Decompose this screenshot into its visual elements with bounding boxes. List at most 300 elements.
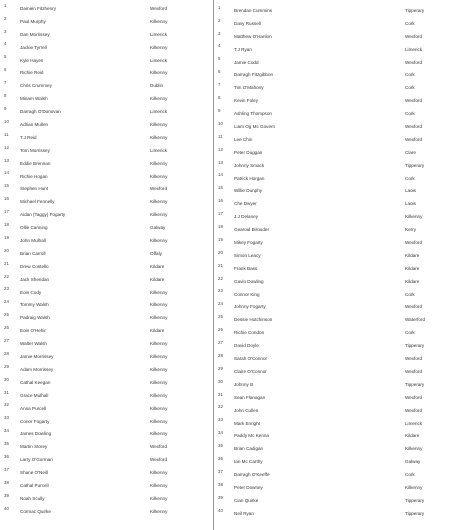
- row-name: Adam Morrissey: [20, 366, 54, 372]
- list-row: [214, 211, 456, 224]
- row-name: Drew Costello: [20, 263, 49, 269]
- row-name: John Cullen: [234, 407, 259, 413]
- row-name: Shane O'Neill: [20, 470, 48, 476]
- row-num: 37: [218, 468, 223, 474]
- row-num: 3: [4, 28, 7, 34]
- list-row: [0, 248, 213, 261]
- row-num: 14: [4, 170, 9, 176]
- row-name: Matthew O'Hanlon: [234, 33, 272, 39]
- row-name: Paddy Mc Kenna: [234, 433, 269, 439]
- row-num: 34: [4, 428, 9, 434]
- list-row: [214, 44, 456, 57]
- left-rows: [0, 3, 213, 519]
- row-num: 21: [218, 262, 223, 268]
- row-name: Michael Fennelly: [20, 199, 55, 205]
- list-row: [214, 340, 456, 353]
- list-row: [0, 209, 213, 222]
- row-county: Kildare: [150, 276, 165, 282]
- list-row: [0, 428, 213, 441]
- row-name: Brendan Cummins: [234, 8, 273, 13]
- row-county: Kilkenny: [150, 379, 168, 385]
- row-name: Cormac Quirke: [20, 508, 51, 514]
- row-name: James Dowling: [20, 431, 52, 437]
- row-name: Darragh O'Donovan: [20, 109, 61, 115]
- row-name: Eoin O'Hehir: [20, 328, 46, 334]
- row-name: Johnny B: [234, 381, 254, 387]
- list-row: [0, 29, 213, 42]
- row-name: Grace Mulhall: [20, 392, 49, 398]
- row-name: Willie Dunphy: [234, 188, 263, 194]
- row-county: Kildare: [405, 252, 420, 258]
- row-county: Cork: [405, 330, 415, 336]
- row-name: Dan Morrissey: [20, 31, 50, 37]
- row-name: Richie Reid: [20, 70, 44, 76]
- row-name: Gavin Dowling: [234, 278, 264, 284]
- row-name: Padraig Walsh: [20, 315, 50, 321]
- list-row: [0, 390, 213, 403]
- row-county: Kilkenny: [150, 173, 168, 179]
- row-num: 36: [4, 453, 9, 459]
- list-row: [0, 183, 213, 196]
- list-row: [0, 196, 213, 209]
- row-num: 3: [218, 30, 221, 36]
- row-num: 23: [4, 286, 9, 292]
- list-row: [214, 301, 456, 314]
- row-num: 39: [218, 494, 223, 500]
- row-num: 32: [218, 404, 223, 410]
- row-county: Kilkenny: [150, 96, 168, 102]
- row-county: Kildare: [405, 265, 420, 271]
- row-name: Ollie Canning: [20, 225, 48, 231]
- row-county: Wexford: [405, 136, 423, 142]
- row-num: 12: [4, 144, 9, 150]
- row-name: Darragh O'Keeffe: [234, 472, 270, 478]
- row-county: Clare: [405, 149, 416, 155]
- row-num: 30: [4, 376, 9, 382]
- row-county: Kilkenny: [150, 289, 168, 295]
- row-num: 15: [218, 185, 223, 191]
- list-row: [214, 456, 456, 469]
- list-row: [0, 299, 213, 312]
- list-row: [214, 430, 456, 443]
- row-name: Noah Scully: [20, 495, 45, 501]
- row-num: 22: [218, 275, 223, 281]
- list-row: [0, 67, 213, 80]
- row-county: Wexford: [405, 124, 423, 130]
- row-name: Eoin Cody: [20, 289, 42, 295]
- row-county: Waterford: [405, 317, 425, 323]
- row-num: 30: [218, 378, 223, 384]
- row-name: Eddie Brennan: [20, 160, 51, 166]
- row-num: 32: [4, 402, 9, 408]
- row-num: 9: [4, 105, 7, 111]
- list-row: [214, 173, 456, 186]
- row-county: Tipperary: [405, 162, 425, 168]
- row-num: 28: [218, 352, 223, 358]
- list-row: [214, 405, 456, 418]
- list-row: [214, 160, 456, 173]
- list-row: [0, 145, 213, 158]
- list-row: [214, 57, 456, 70]
- row-num: 20: [4, 247, 9, 253]
- row-county: Wexford: [150, 444, 168, 450]
- row-num: 24: [218, 301, 223, 307]
- row-name: Cian Quirke: [234, 497, 259, 503]
- row-num: 13: [218, 159, 223, 165]
- row-county: Kilkenny: [150, 482, 168, 488]
- list-row: [0, 312, 213, 325]
- row-num: 25: [218, 314, 223, 320]
- list-row: [0, 16, 213, 29]
- row-name: Sarah O'Connor: [234, 356, 268, 362]
- row-num: 35: [4, 441, 9, 447]
- row-county: Limerick: [405, 46, 423, 52]
- row-name: Chris Crummey: [20, 83, 52, 89]
- row-county: Wexford: [405, 59, 423, 65]
- row-county: Kerry: [405, 227, 416, 233]
- row-num: 38: [218, 481, 223, 487]
- row-county: Kilkenny: [150, 18, 168, 24]
- list-row: [0, 171, 213, 184]
- list-row: [214, 5, 456, 18]
- row-county: Tipperary: [405, 381, 425, 387]
- row-name: Brian Carroll: [20, 250, 46, 256]
- row-county: Limerick: [150, 57, 168, 63]
- list-row: [214, 134, 456, 147]
- row-name: Peter Duggan: [234, 149, 263, 155]
- row-num: 18: [4, 221, 9, 227]
- list-row: [0, 235, 213, 248]
- row-num: 10: [4, 118, 9, 124]
- row-name: Gearoid Birouder: [234, 227, 269, 233]
- list-row: [0, 377, 213, 390]
- row-county: Kilkenny: [150, 508, 168, 514]
- list-row: [0, 106, 213, 119]
- row-num: 23: [218, 288, 223, 294]
- row-name: Johnny Fogarty: [234, 304, 266, 310]
- row-num: 17: [218, 211, 223, 217]
- row-county: Kilkenny: [150, 44, 168, 50]
- right-rows: [214, 5, 456, 521]
- list-row: [214, 185, 456, 198]
- list-row: [0, 287, 213, 300]
- row-county: Kilkenny: [405, 446, 423, 452]
- row-county: Kildare: [150, 328, 165, 334]
- row-num: 7: [218, 82, 221, 88]
- row-num: 13: [4, 157, 9, 163]
- list-row: [214, 18, 456, 31]
- row-num: 33: [4, 415, 9, 421]
- list-row: [214, 108, 456, 121]
- row-num: 9: [218, 107, 221, 113]
- row-num: 8: [218, 95, 221, 101]
- row-name: Jack Sheridan: [20, 276, 50, 282]
- row-num: 26: [218, 327, 223, 333]
- row-county: Kilkenny: [150, 470, 168, 476]
- list-row: [214, 353, 456, 366]
- row-county: Tipperary: [405, 8, 425, 13]
- row-county: Kilkenny: [150, 495, 168, 501]
- row-name: Anna Purcell: [20, 405, 47, 411]
- row-county: Wexford: [150, 186, 168, 192]
- row-name: Paul Murphy: [20, 18, 46, 24]
- list-row: [0, 55, 213, 68]
- row-county: Wexford: [405, 33, 423, 39]
- list-row: [214, 314, 456, 327]
- list-row: [0, 403, 213, 416]
- row-name: Cathal Keegan: [20, 379, 51, 385]
- row-num: 38: [4, 479, 9, 485]
- list-row: [0, 158, 213, 171]
- row-name: Neil Ryan: [234, 510, 254, 516]
- row-name: Cathal Purcell: [20, 482, 49, 488]
- row-name: Walter Walsh: [20, 341, 47, 347]
- list-row: [214, 392, 456, 405]
- list-row: [214, 250, 456, 263]
- row-county: Cork: [405, 111, 415, 117]
- row-num: 27: [218, 339, 223, 345]
- row-name: Davy Russell: [234, 20, 261, 26]
- list-row: [0, 274, 213, 287]
- row-num: 19: [4, 234, 9, 240]
- row-num: 14: [218, 172, 223, 178]
- row-num: 27: [4, 337, 9, 343]
- row-num: 37: [4, 466, 9, 472]
- row-name: Richie Hogan: [20, 173, 48, 179]
- row-num: 12: [218, 146, 223, 152]
- row-county: Laois: [405, 201, 416, 207]
- row-num: 35: [218, 443, 223, 449]
- list-row: [0, 80, 213, 93]
- list-row: [214, 276, 456, 289]
- row-num: 19: [218, 236, 223, 242]
- row-county: Kilkenny: [150, 392, 168, 398]
- row-county: Kilkenny: [150, 302, 168, 308]
- list-row: [214, 508, 456, 521]
- list-row: [0, 261, 213, 274]
- row-county: Wexford: [405, 407, 423, 413]
- row-county: Kilkenny: [150, 354, 168, 360]
- row-name: Claire O'Connor: [234, 368, 267, 374]
- list-row: [0, 454, 213, 467]
- row-num: 22: [4, 273, 9, 279]
- row-county: Tipperary: [405, 343, 425, 349]
- row-num: 28: [4, 350, 9, 356]
- row-name: Tommy Walsh: [20, 302, 49, 308]
- row-name: Mark Enright: [234, 420, 261, 426]
- row-county: Kilkenny: [405, 214, 423, 220]
- row-county: Wexford: [405, 240, 423, 246]
- row-name: Martin Storey: [20, 444, 48, 450]
- row-county: Limerick: [150, 31, 168, 37]
- row-num: 4: [4, 41, 7, 47]
- row-name: Jackie Tyrrell: [20, 44, 47, 50]
- list-row: [214, 289, 456, 302]
- row-num: 18: [218, 223, 223, 229]
- row-county: Cork: [405, 85, 415, 91]
- list-row: [0, 506, 213, 519]
- list-row: [0, 42, 213, 55]
- row-name: Adrian Mullen: [20, 122, 49, 128]
- row-num: 29: [218, 365, 223, 371]
- row-county: Cork: [405, 291, 415, 297]
- list-row: [214, 366, 456, 379]
- row-county: Limerick: [405, 420, 423, 426]
- list-row: [214, 95, 456, 108]
- list-row: [214, 121, 456, 134]
- row-name: Frank Bass: [234, 265, 258, 271]
- row-num: 25: [4, 312, 9, 318]
- row-county: Wexford: [150, 6, 168, 11]
- row-county: Cork: [405, 472, 415, 478]
- row-num: 39: [4, 492, 9, 498]
- list-row: [214, 263, 456, 276]
- row-name: Dessie Hutchinson: [234, 317, 273, 323]
- row-num: 11: [218, 133, 223, 139]
- row-num: 11: [4, 131, 9, 137]
- row-name: Brian Cadigan: [234, 446, 264, 452]
- row-num: 5: [218, 56, 221, 62]
- list-row: [214, 418, 456, 431]
- list-row: [0, 325, 213, 338]
- row-county: Kilkenny: [150, 341, 168, 347]
- row-name: Che Dwyer: [234, 201, 257, 207]
- row-name: Sean Flanagan: [234, 394, 266, 400]
- row-name: Darragh Fitzgibbon: [234, 72, 274, 78]
- row-name: Damien Fitzhenry: [20, 6, 56, 11]
- row-name: Tim O'Mahony: [234, 85, 264, 91]
- row-num: 26: [4, 325, 9, 331]
- row-num: 34: [218, 430, 223, 436]
- row-county: Kilkenny: [150, 199, 168, 205]
- row-county: Kildare: [405, 433, 420, 439]
- row-county: Kilkenny: [150, 134, 168, 140]
- row-name: Peter Downey: [234, 484, 263, 490]
- row-county: Wexford: [405, 368, 423, 374]
- row-county: Galway: [405, 459, 421, 465]
- list-row: [0, 493, 213, 506]
- list-row: [0, 132, 213, 145]
- row-name: T.J Reid: [20, 134, 37, 140]
- row-county: Offaly: [150, 250, 162, 256]
- row-county: Wexford: [405, 356, 423, 362]
- row-county: Tipperary: [405, 497, 425, 503]
- row-num: 1: [4, 2, 7, 8]
- row-num: 33: [218, 417, 223, 423]
- list-row: [214, 495, 456, 508]
- row-name: Connor King: [234, 291, 260, 297]
- row-name: Liam Og Mc Govern: [234, 124, 276, 130]
- row-num: 21: [4, 260, 9, 266]
- row-name: Johnny Smack: [234, 162, 265, 168]
- row-name: David Doyle: [234, 343, 259, 349]
- row-name: Mikey Fogarty: [234, 240, 263, 246]
- list-row: [0, 480, 213, 493]
- row-county: Wexford: [405, 394, 423, 400]
- row-num: 40: [4, 505, 9, 511]
- row-county: Wexford: [405, 304, 423, 310]
- row-num: 16: [218, 198, 223, 204]
- right-column: [213, 0, 456, 530]
- row-name: Aidan (Taggy) Fogarty: [20, 212, 66, 218]
- list-row: [0, 222, 213, 235]
- row-county: Galway: [150, 225, 166, 231]
- row-name: Kyle Hayes: [20, 57, 44, 63]
- row-name: Patrick Horgan: [234, 175, 265, 181]
- row-county: Wexford: [150, 457, 168, 463]
- row-name: Tom Morrissey: [20, 147, 50, 153]
- list-row: [0, 364, 213, 377]
- row-county: Kilkenny: [150, 122, 168, 128]
- row-num: 40: [218, 507, 223, 513]
- list-row: [0, 338, 213, 351]
- row-name: Jamie Codd: [234, 59, 259, 65]
- list-row: [0, 467, 213, 480]
- list-row: [0, 119, 213, 132]
- row-county: Cork: [405, 175, 415, 181]
- row-county: Limerick: [150, 147, 168, 153]
- list-row: [214, 443, 456, 456]
- row-num: 20: [218, 249, 223, 255]
- row-county: Kildare: [150, 263, 165, 269]
- row-county: Kilkenny: [150, 160, 168, 166]
- row-name: Simon Leacy: [234, 252, 261, 258]
- row-name: Ashling Thompson: [234, 111, 272, 117]
- row-num: 7: [4, 80, 7, 86]
- row-name: Lee Chin: [234, 136, 253, 142]
- row-county: Kilkenny: [150, 315, 168, 321]
- row-county: Kilkenny: [150, 366, 168, 372]
- row-county: Kilkenny: [150, 212, 168, 218]
- row-num: 2: [218, 17, 221, 23]
- row-num: 31: [4, 389, 9, 395]
- row-name: Ian Mc Carthy: [234, 459, 263, 465]
- row-num: 6: [218, 69, 221, 75]
- row-name: J.J Delaney: [234, 214, 259, 220]
- row-county: Kilkenny: [150, 238, 168, 244]
- row-num: 17: [4, 209, 9, 215]
- row-num: 10: [218, 120, 223, 126]
- list-row: [0, 416, 213, 429]
- list-row: [0, 351, 213, 364]
- list-row: [214, 469, 456, 482]
- list-row: [214, 82, 456, 95]
- list-row: [214, 224, 456, 237]
- row-num: 15: [4, 183, 9, 189]
- row-county: Laois: [405, 188, 416, 194]
- row-county: Kildare: [405, 278, 420, 284]
- row-county: Kilkenny: [150, 405, 168, 411]
- row-county: Kilkenny: [150, 418, 168, 424]
- list-row: [214, 482, 456, 495]
- row-num: 8: [4, 93, 7, 99]
- row-county: Cork: [405, 72, 415, 78]
- row-num: 6: [4, 67, 7, 73]
- list-row: [214, 31, 456, 44]
- row-name: Miriam Walsh: [20, 96, 48, 102]
- row-name: Larry O'Gorman: [20, 457, 53, 463]
- row-name: Conor Fogarty: [20, 418, 50, 424]
- list-row: [214, 379, 456, 392]
- row-county: Dublin: [150, 83, 164, 89]
- row-num: 1: [218, 4, 221, 10]
- row-name: John Mulhall: [20, 238, 46, 244]
- row-county: Kilkenny: [150, 70, 168, 76]
- list-row: [214, 147, 456, 160]
- row-num: 2: [4, 15, 7, 21]
- row-county: Kilkenny: [405, 484, 423, 490]
- row-county: Limerick: [150, 109, 168, 115]
